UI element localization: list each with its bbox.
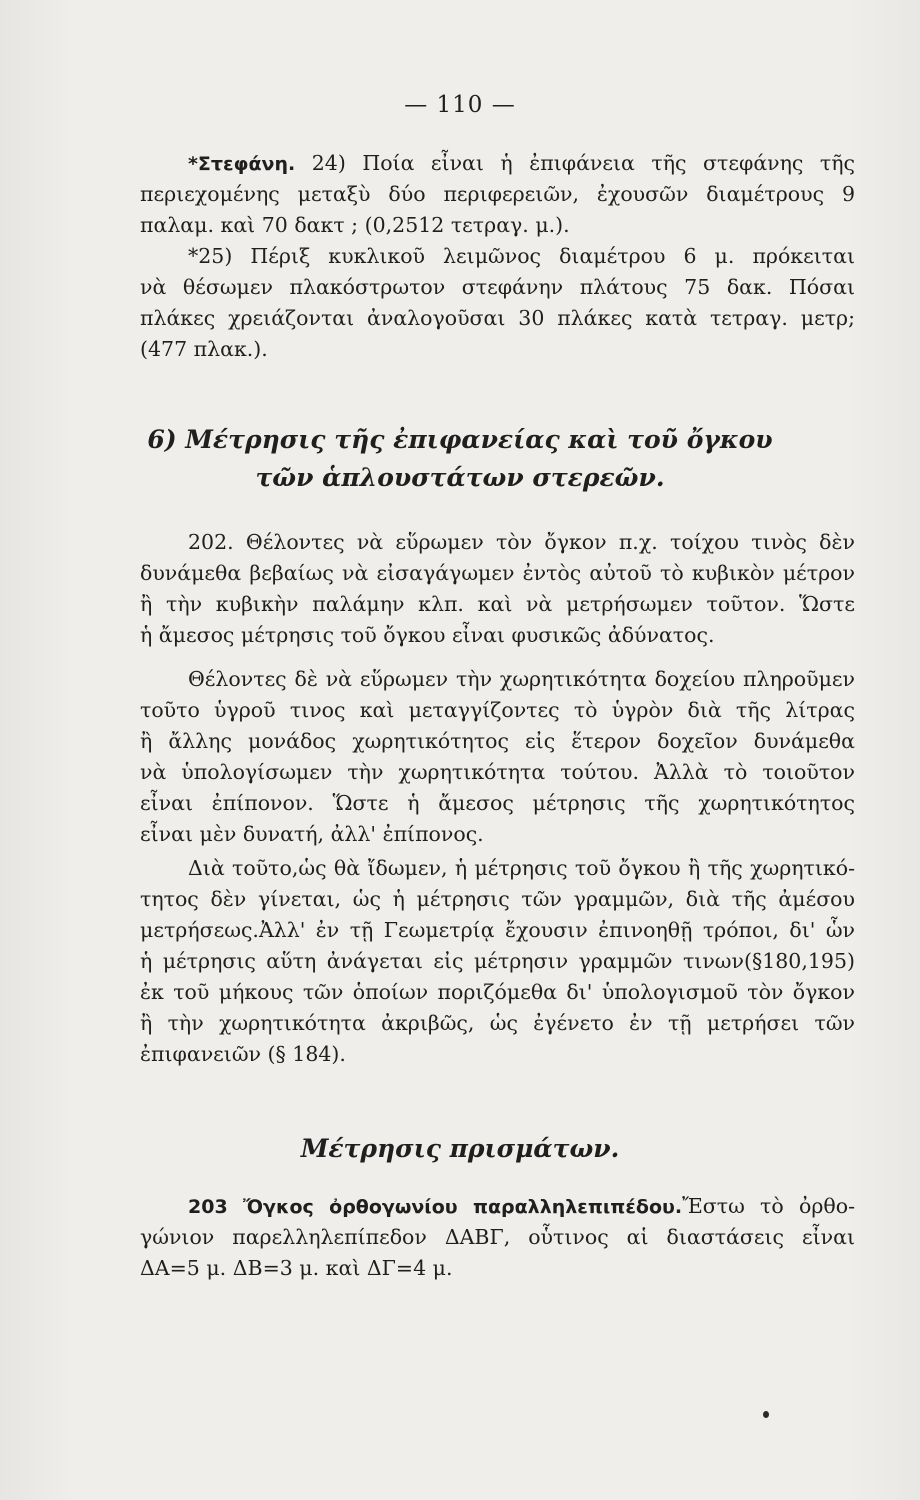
text-line: εἶναι μὲν δυνατή, ἀλλ' ἐπίπονος. [140, 822, 484, 846]
paragraph-202-capacity [140, 664, 855, 850]
text-line: ἢ τὴν κυβικὴν παλάμην κλπ. καὶ νὰ μετρήσωμεν τοῦτον. Ὥστε [140, 592, 855, 616]
problem-24 [140, 148, 855, 241]
text-line: τητος δὲν γίνεται, ὡς ἡ μέτρησις τῶν γραμμῶν, διὰ τῆς ἀμέσου [140, 887, 855, 911]
text-line: ἐκ τοῦ μήκους τῶν ὁποίων ποριζόμεθα δι' ὑπολογισμοῦ τὸν ὄγκον [140, 980, 855, 1004]
page-number: — 110 — [404, 92, 516, 118]
text-line: ΔΑ=5 μ. ΔΒ=3 μ. καὶ ΔΓ=4 μ. [140, 1256, 453, 1280]
text-line: ἡ ἄμεσος μέτρησις τοῦ ὄγκου εἶναι φυσικῶς ἀδύνατος. [140, 623, 715, 647]
problem-24-lead: *Στεφάνη. [188, 153, 296, 175]
text-line: τοῦτο ὑγροῦ τινος καὶ μεταγγίζοντες τὸ ὑγρὸν διὰ τῆς λίτρας [140, 698, 855, 722]
text-line: Θέλοντες δὲ νὰ εὕρωμεν τὴν χωρητικότητα δοχείου πληροῦμεν [188, 667, 855, 691]
text-line: νὰ ὑπολογίσωμεν τὴν χωρητικότητα τούτου. Ἀλλὰ τὸ τοιοῦτον [140, 760, 855, 784]
text-line: νὰ θέσωμεν πλακόστρωτον στεφάνην πλάτους 75 δακ. Πόσαι [140, 275, 855, 299]
text-line: περιεχομένης μεταξὺ δύο περιφερειῶν, ἐχουσῶν διαμέτρους 9 [140, 182, 855, 206]
text-line: ἢ ἄλλης μονάδος χωρητικότητος εἰς ἕτερον δοχεῖον δυνάμεθα [140, 729, 855, 753]
paragraph-203 [140, 1191, 855, 1284]
text-line: Διὰ τοῦτο,ὡς θὰ ἴδωμεν, ἡ μέτρησις τοῦ ὄγκου ἢ τῆς χωρητικό- [188, 856, 855, 880]
ink-speck [763, 1411, 769, 1418]
paragraph-202-method [140, 853, 855, 1070]
text-line: πλάκες χρειάζονται ἀναλογοῦσαι 30 πλάκες κατὰ τετραγ. μετρ; [140, 306, 855, 330]
text-line: 24) Ποία εἶναι ἡ ἐπιφάνεια τῆς στεφάνης τῆς [311, 151, 855, 175]
text-line: εἶναι ἐπίπονον. Ὥστε ἡ ἄμεσος μέτρησις τῆς χωρητικότητος [140, 791, 855, 815]
text-line: δυνάμεθα βεβαίως νὰ εἰσαγάγωμεν ἐντὸς αὐτοῦ τὸ κυβικὸν μέτρον [140, 561, 855, 585]
paragraph-202 [140, 527, 855, 651]
section-title: 6) Μέτρησις τῆς ἐπιφανείας καὶ τοῦ ὄγκου [147, 425, 773, 454]
problem-24-first-line [140, 148, 855, 179]
text-line: ἡ μέτρησις αὕτη ἀνάγεται εἰς μέτρησιν γραμμῶν τινων(§180,195) [140, 949, 855, 973]
problem-25 [140, 241, 855, 365]
text-line: μετρήσεως.Ἀλλ' ἐν τῇ Γεωμετρίᾳ ἔχουσιν ἐπινοηθῇ τρόποι, δι' ὧν [140, 918, 855, 942]
text-line: 202. Θέλοντες νὰ εὕρωμεν τὸν ὄγκον π.χ. τοίχου τινὸς δὲν [188, 530, 855, 554]
text-line: ἐπιφανειῶν (§ 184). [140, 1042, 346, 1066]
text-line: Ἔστω τὸ ὀρθο- [682, 1194, 855, 1218]
text-line: ἢ τὴν χωρητικότητα ἀκριβῶς, ὡς ἐγένετο ἐν τῇ μετρήσει τῶν [140, 1011, 855, 1035]
section-title: τῶν ἁπλουστάτων στερεῶν. [255, 463, 665, 492]
text-line: παλαμ. καὶ 70 δακτ ; (0,2512 τετραγ. μ.). [140, 213, 570, 237]
paragraph-203-first-line [140, 1191, 855, 1222]
text-line: (477 πλακ.). [140, 337, 268, 361]
text-line: *25) Πέριξ κυκλικοῦ λειμῶνος διαμέτρου 6 μ. πρόκειται [188, 244, 855, 268]
section-title-prisms: Μέτρησις πρισμάτων. [300, 1134, 620, 1163]
paragraph-203-lead: 203 Ὄγκος ὀρθογωνίου παραλληλεπιπέδου. [188, 1196, 683, 1218]
text-line: γώνιον παρελληλεπίπεδον ΔΑΒΓ, οὗτινος αἱ διαστάσεις εἶναι [140, 1225, 855, 1249]
